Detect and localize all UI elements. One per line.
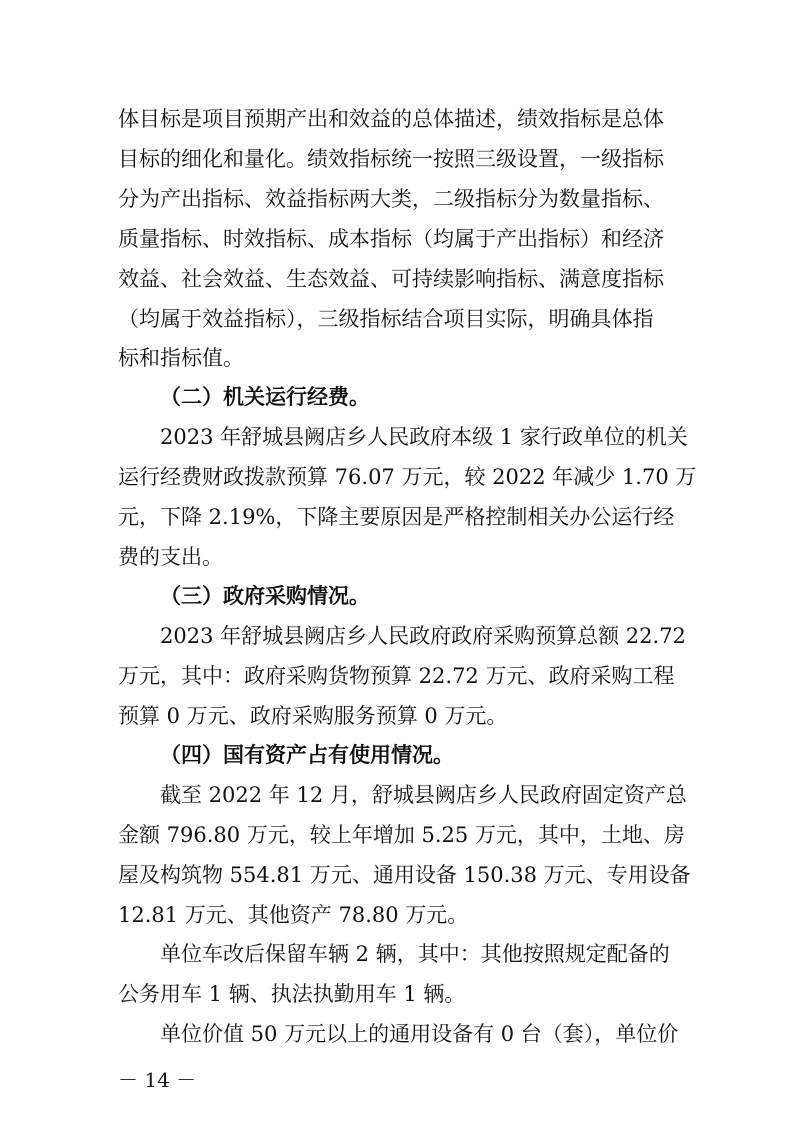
paragraph-line: 屋及构筑物 554.81 万元、通用设备 150.38 万元、专用设备 [118, 863, 691, 887]
section-heading-procurement: （三）政府采购情况。 [160, 583, 370, 608]
paragraph-line: 万元，其中：政府采购货物预算 22.72 万元、政府采购工程 [118, 664, 675, 688]
paragraph-line: 12.81 万元、其他资产 78.80 万元。 [118, 903, 469, 927]
section-heading-state-assets: （四）国有资产占有使用情况。 [160, 742, 454, 767]
paragraph-line: 质量指标、时效指标、成本指标（均属于产出指标）和经济 [118, 227, 664, 251]
paragraph-line: 元，下降 2.19%，下降主要原因是严格控制相关办公运行经 [118, 505, 675, 529]
section-heading-operating-costs: （二）机关运行经费。 [160, 384, 370, 409]
paragraph-line: 费的支出。 [118, 545, 223, 569]
paragraph-line: 分为产出指标、效益指标两大类，二级指标分为数量指标、 [118, 187, 664, 211]
paragraph-line: 2023 年舒城县阙店乡人民政府本级 1 家行政单位的机关 [160, 425, 688, 449]
page-number: － 14 － [118, 1068, 197, 1092]
paragraph-line: 体目标是项目预期产出和效益的总体描述，绩效指标是总体 [118, 107, 664, 131]
paragraph-line: （均属于效益指标），三级指标结合项目实际，明确具体指 [118, 307, 654, 331]
paragraph-line: 运行经费财政拨款预算 76.07 万元，较 2022 年减少 1.70 万 [118, 465, 697, 489]
paragraph-line: 截至 2022 年 12 月，舒城县阙店乡人民政府固定资产总 [160, 783, 687, 807]
paragraph-line: 效益、社会效益、生态效益、可持续影响指标、满意度指标 [118, 267, 664, 291]
paragraph-line: 公务用车 1 辆、执法执勤用车 1 辆。 [118, 982, 466, 1006]
paragraph-line: 目标的细化和量化。绩效指标统一按照三级设置，一级指标 [118, 147, 664, 171]
paragraph-line: 金额 796.80 万元，较上年增加 5.25 万元，其中，土地、房 [118, 823, 685, 847]
paragraph-line: 标和指标值。 [118, 346, 244, 370]
paragraph-line: 单位车改后保留车辆 2 辆，其中：其他按照规定配备的 [160, 942, 670, 966]
paragraph-line: 预算 0 万元、政府采购服务预算 0 万元。 [118, 704, 508, 728]
paragraph-line: 2023 年舒城县阙店乡人民政府政府采购预算总额 22.72 [160, 624, 686, 648]
paragraph-line: 单位价值 50 万元以上的通用设备有 0 台（套），单位价 [160, 1022, 679, 1046]
